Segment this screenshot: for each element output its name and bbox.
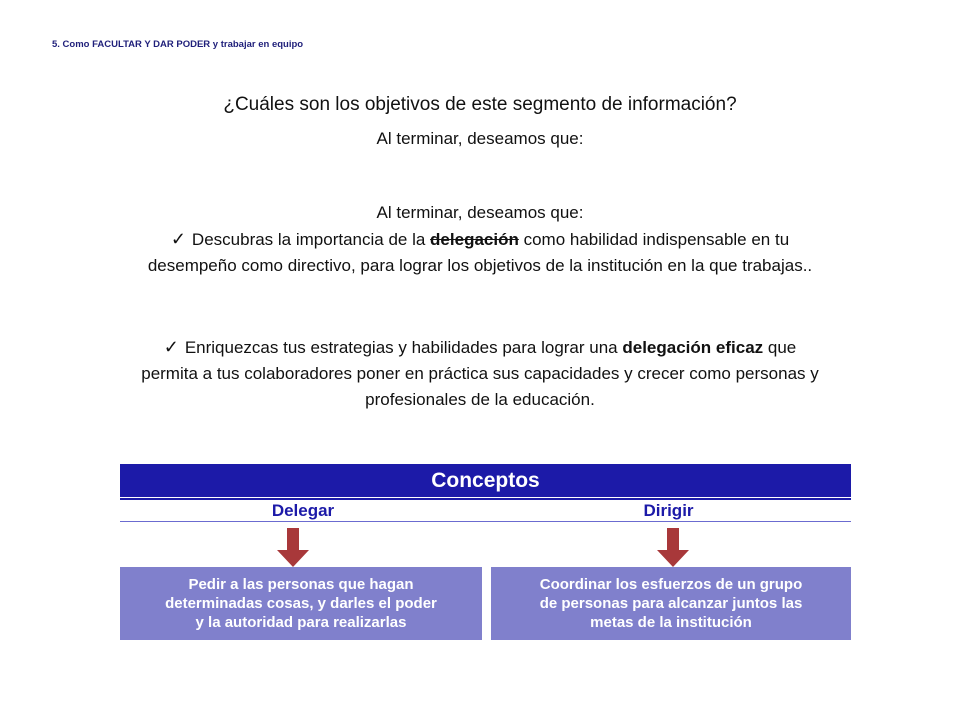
concepts-divider-top xyxy=(120,498,851,500)
check-icon: ✓ xyxy=(163,337,179,357)
objective-1-strike: delegación xyxy=(430,230,519,249)
concept-definition-dirigir xyxy=(491,567,851,640)
arrow-down-icon xyxy=(656,528,690,568)
objective-2 xyxy=(140,334,820,413)
objective-1 xyxy=(140,200,820,279)
objective-2-bold: delegación eficaz xyxy=(622,338,764,357)
check-icon: ✓ xyxy=(170,229,186,249)
concepts-divider-bottom xyxy=(120,521,851,522)
objective-2-before: Enriquezcas tus estrategias y habilidades para lograr una xyxy=(184,338,623,357)
concepts-diagram xyxy=(120,464,851,640)
concept-heading-delegar: Delegar xyxy=(271,501,335,520)
concept-definition-delegar xyxy=(120,567,482,640)
definition-line: y la autoridad para realizarlas xyxy=(195,614,407,631)
definition-line: determinadas cosas, y darles el poder xyxy=(165,595,437,612)
page-question: ¿Cuáles son los objetivos de este segmento de información? xyxy=(223,94,737,115)
concept-heading-dirigir: Dirigir xyxy=(643,501,694,520)
objective-2-after: que permita a tus colaboradores poner en práctica sus capacidades y crecer como personas y profesionales de la educación. xyxy=(141,338,819,409)
intro-text: Al terminar, deseamos que: xyxy=(376,129,584,148)
objectives-intro: Al terminar, deseamos que: xyxy=(376,203,584,222)
concepts-title: Conceptos xyxy=(120,464,851,497)
definition-line: metas de la institución xyxy=(590,614,752,631)
header-title: 5. Como FACULTAR Y DAR PODER y trabajar en equipo xyxy=(52,39,304,50)
objective-1-after: como habilidad indispensable en tu desempeño como directivo, para lograr los objetivos de la institución en la que trabajas.. xyxy=(147,230,813,275)
definition-line: de personas para alcanzar juntos las xyxy=(539,595,803,612)
objective-1-before: Descubras la importancia de la xyxy=(191,230,431,249)
definition-line: Pedir a las personas que hagan xyxy=(188,576,414,593)
arrow-down-icon xyxy=(276,528,310,568)
definition-line: Coordinar los esfuerzos de un grupo xyxy=(539,576,803,593)
